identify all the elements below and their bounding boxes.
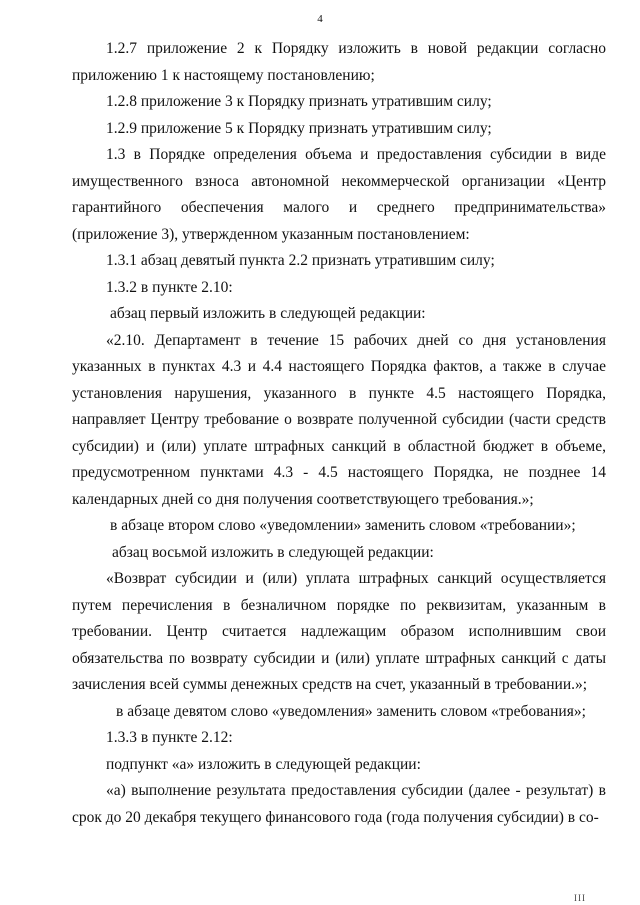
paragraph-1-2-9: 1.2.9 приложение 5 к Порядку признать утратившим силу; xyxy=(106,119,492,137)
paragraph-1-3-2: 1.3.2 в пункте 2.10: xyxy=(106,278,233,296)
paragraph-1-2-8: 1.2.8 приложение 3 к Порядку признать утратившим силу; xyxy=(106,93,492,110)
paragraph-quote-a: «а) выполнение результата предоставления субсидии (далее - результат) в срок до 20 декабря текущего финансового года (года получения субсидии) в со- xyxy=(72,782,606,826)
paragraph-quote-return: «Возврат субсидии и (или) уплата штрафных санкций осуществляется путем перечисления в безналичном порядке по реквизитам, указанным в требовании. Центр считается надлежащим образом исполнившим свои обязательства по возврату субсидии и (или) уплате штрафных санкций с даты зачисления всей суммы денежных средств на счет, указанный в требовании.»; xyxy=(72,570,606,693)
paragraph-1-3-3: 1.3.3 в пункте 2.12: xyxy=(106,729,233,746)
paragraph-quote-2-10: «2.10. Департамент в течение 15 рабочих дней со дня установления указанных в пунктах 4.3 и 4.4 настоящего Порядка фактов, а также в случае установления нарушения, указанного в пункте 4.5 настоящего Порядка, направляет Центру требование о возврате полученной субсидии (части средств субсидии) и (или) уплате штрафных санкций в областной бюджет в объеме, предусмотренном пунктами 4.3 - 4.5 настоящего Порядка, не позднее 14 календарных дней со дня получения соответствующего требования.»; xyxy=(72,331,606,508)
paragraph-second-abzac: в абзаце втором слово «уведомлении» заменить словом «требовании»; xyxy=(110,517,576,534)
footer-mark: III xyxy=(574,893,586,903)
paragraph-1-3: 1.3 в Порядке определения объема и предоставления субсидии в виде имущественного взноса автономной некоммерческой организации «Центр гарантийного обеспечения малого и среднего предпринимательства» (приложение 3), утвержденном указанным постановлением: xyxy=(72,146,606,243)
paragraph-1-3-1: 1.3.1 абзац девятый пункта 2.2 признать утратившим силу; xyxy=(106,252,495,269)
paragraph-1-2-7: 1.2.7 приложение 2 к Порядку изложить в новой редакции согласно приложению 1 к настоящему постановлению; xyxy=(72,40,606,84)
paragraph-eighth-abzac: абзац восьмой изложить в следующей редакции: xyxy=(112,543,434,561)
paragraph-ninth-abzac: в абзаце девятом слово «уведомления» заменить словом «требования»; xyxy=(116,702,586,720)
paragraph-first-abzac: абзац первый изложить в следующей редакции: xyxy=(110,305,426,322)
document-body xyxy=(72,36,606,831)
paragraph-subitem-a: подпункт «а» изложить в следующей редакции: xyxy=(106,755,421,773)
page-number: 4 xyxy=(317,13,323,25)
